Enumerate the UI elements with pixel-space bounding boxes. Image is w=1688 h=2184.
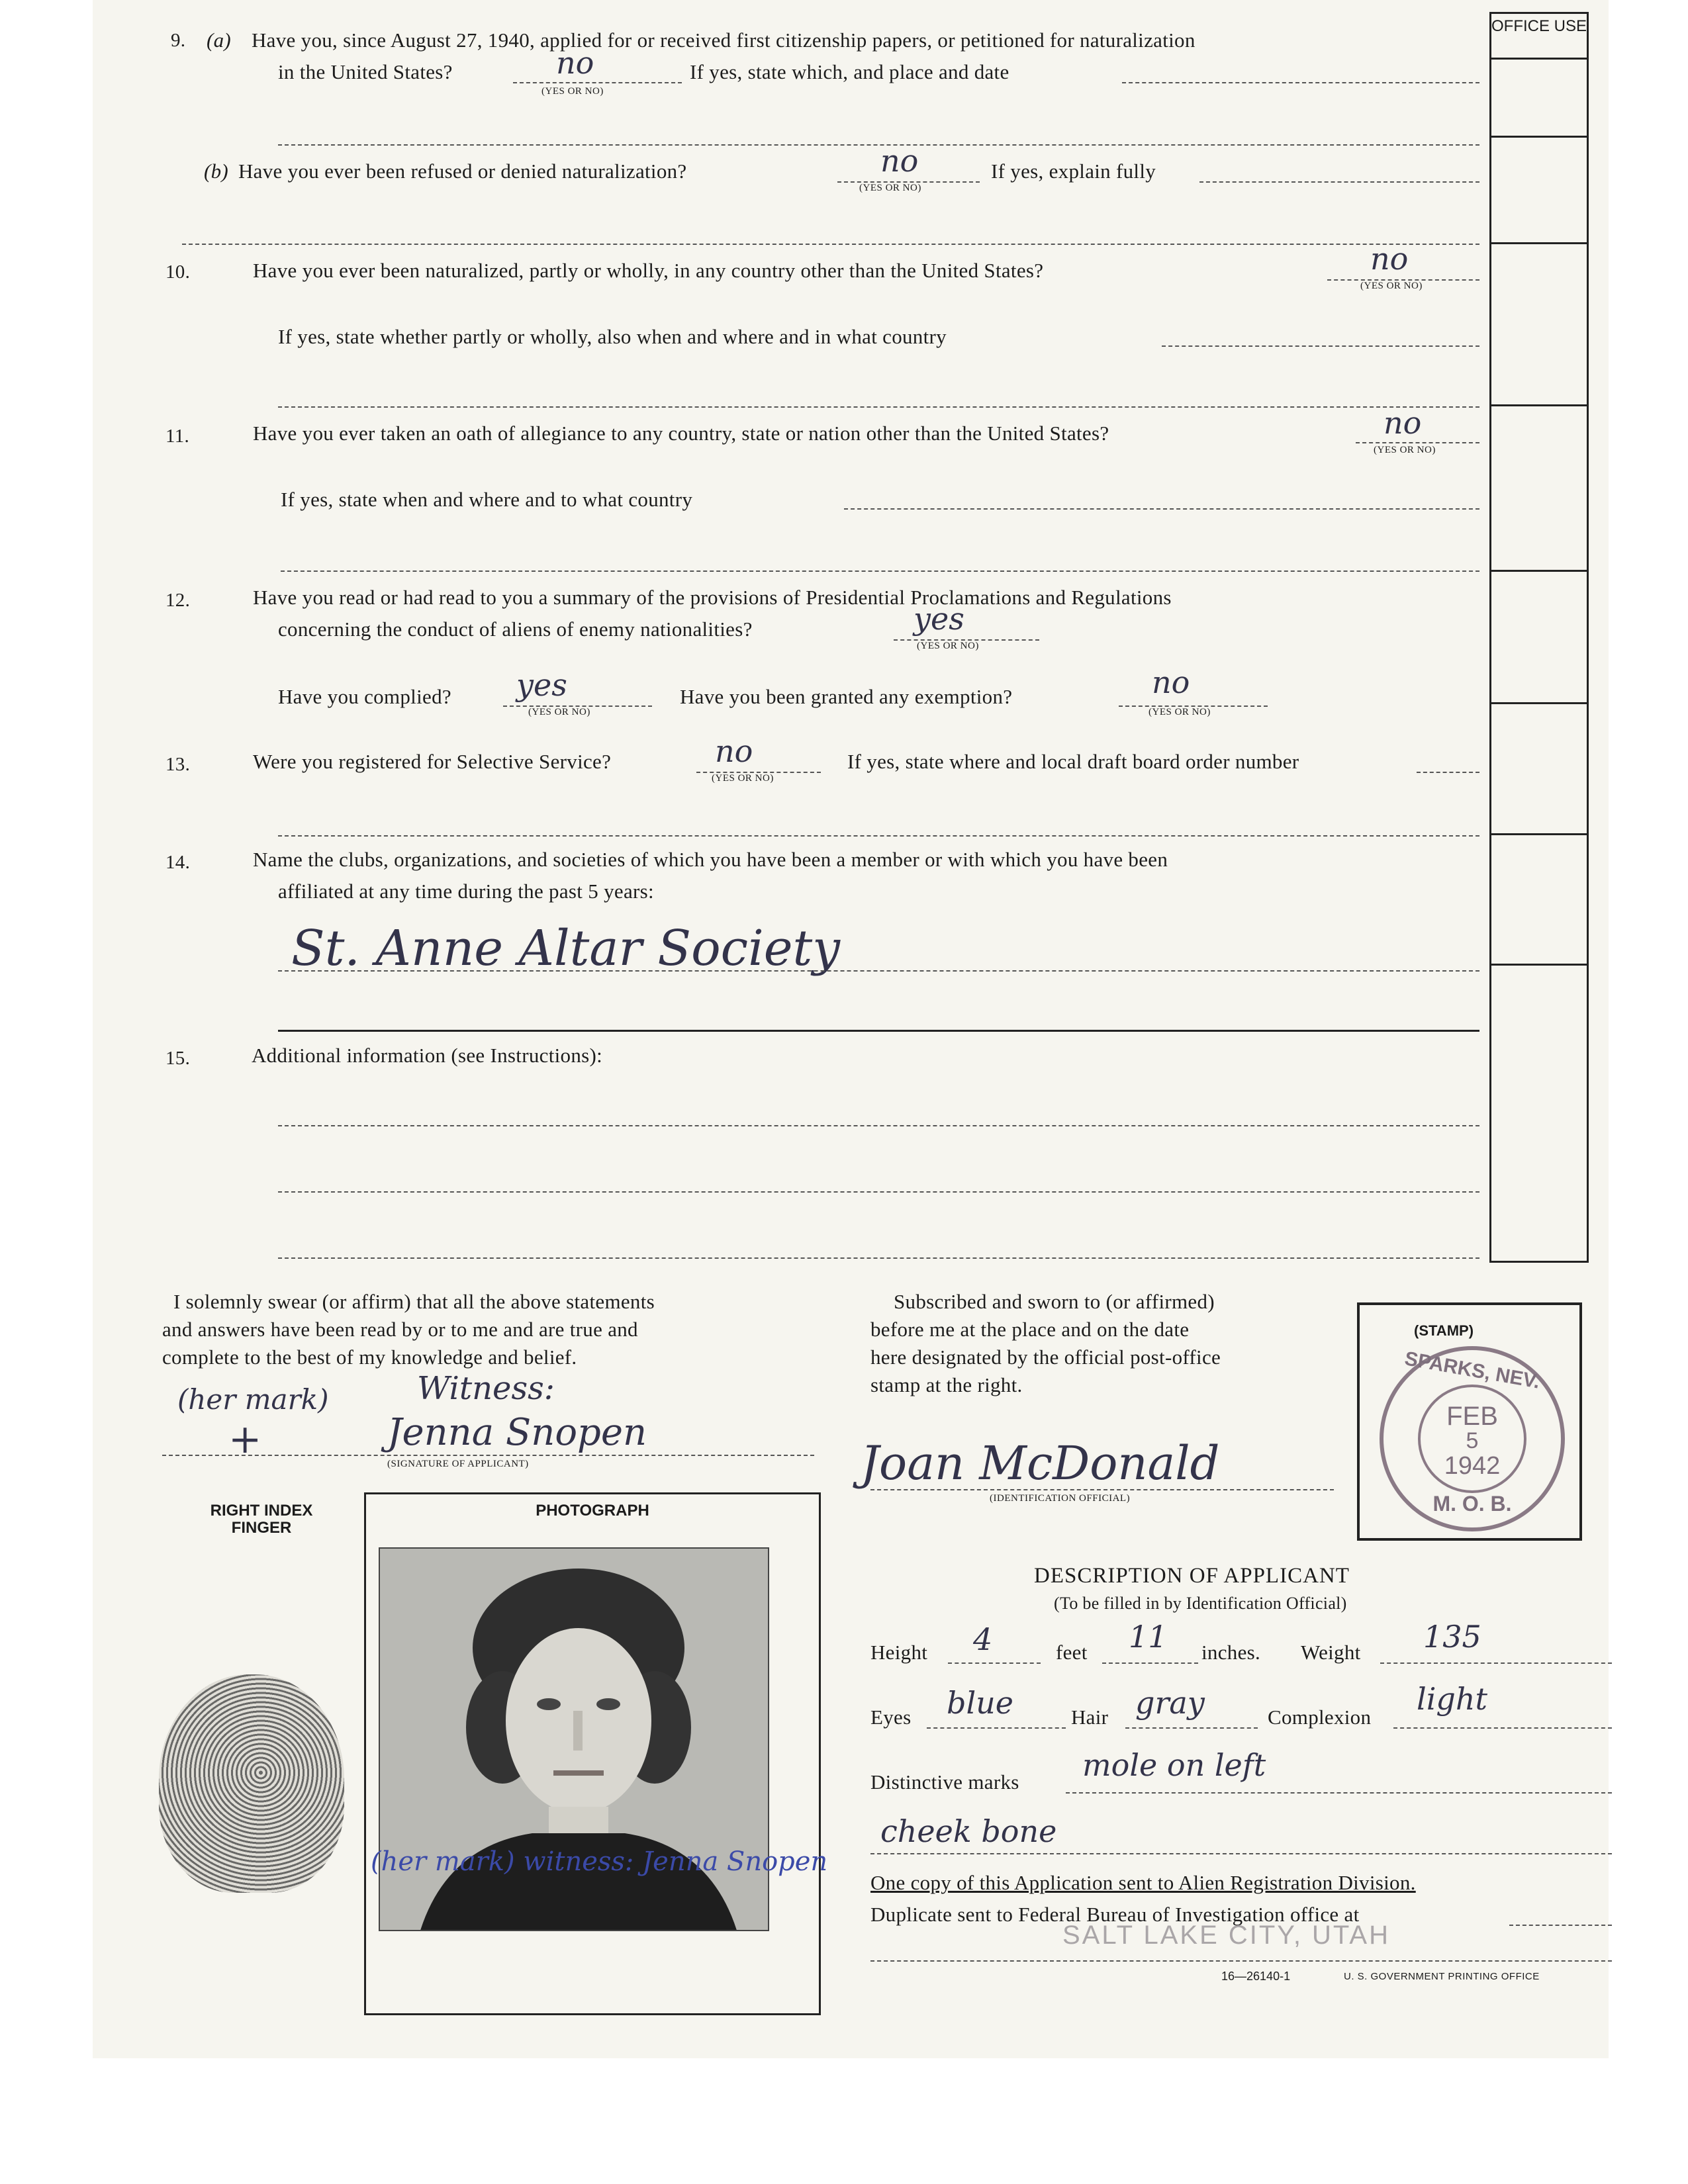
official-caption: (IDENTIFICATION OFFICIAL) <box>990 1493 1131 1504</box>
q9a-answer: no <box>556 45 594 81</box>
eyes-value: blue <box>947 1685 1014 1721</box>
q9a-question: Have you, since August 27, 1940, applied for or received first citizenship papers, or petitioned for naturalization <box>252 28 1196 52</box>
applicant-signature: Jenna Snopen <box>387 1411 647 1454</box>
q14-rule <box>278 1030 1479 1032</box>
q9a-yes-no-caption: (YES OR NO) <box>541 86 604 97</box>
signature-line <box>162 1455 814 1456</box>
eyes-label: Eyes <box>870 1706 912 1729</box>
q9a-answer-line <box>513 82 682 83</box>
description-subtitle: (To be filled in by Identification Official) <box>1054 1594 1347 1613</box>
q12-number: 12. <box>165 590 191 611</box>
height-feet: 4 <box>973 1621 993 1657</box>
oath-line-3: complete to the best of my knowledge and belief. <box>162 1345 577 1369</box>
q12-complied-answer: yes <box>516 667 567 703</box>
q12-answer: yes <box>914 601 964 637</box>
distinctive-marks-value: mole on left <box>1082 1747 1266 1783</box>
stamp-box <box>1357 1302 1582 1541</box>
photo-mark-note: (her mark) witness: Jenna Snopen <box>371 1846 828 1877</box>
postmark-day: 5 <box>1466 1428 1479 1453</box>
fingerprint-label: RIGHT INDEX FINGER <box>210 1502 313 1537</box>
oath-mark-note: (her mark) <box>177 1383 329 1416</box>
q13-followup: If yes, state where and local draft board order number <box>847 750 1299 773</box>
oath-line-1: I solemnly swear (or affirm) that all the above statements <box>173 1290 655 1313</box>
height-label: Height <box>870 1641 928 1664</box>
weight-value: 135 <box>1423 1619 1481 1655</box>
official-signature: Joan McDonald <box>861 1436 1220 1490</box>
q9-number: 9. <box>171 30 186 51</box>
q9b-answer: no <box>880 143 919 179</box>
q9b-followup: If yes, explain fully <box>991 159 1156 183</box>
postmark-town: SPARKS, NEV. <box>1403 1347 1542 1393</box>
duplicate-note: Duplicate sent to Federal Bureau of Investigation office at <box>870 1903 1360 1926</box>
inches-label: inches. <box>1201 1641 1261 1664</box>
q11-number: 11. <box>165 426 190 447</box>
q9a-question-cont: in the United States? <box>278 60 453 83</box>
weight-label: Weight <box>1301 1641 1361 1664</box>
complexion-label: Complexion <box>1268 1706 1372 1729</box>
q14-question-cont: affiliated at any time during the past 5 years: <box>278 880 654 903</box>
q10-question: Have you ever been naturalized, partly or wholly, in any country other than the United States? <box>253 259 1044 282</box>
q11-question: Have you ever taken an oath of allegiance to any country, state or nation other than the United States? <box>253 422 1109 445</box>
q12-exemption-answer: no <box>1152 664 1190 700</box>
distinctive-marks-label: Distinctive marks <box>870 1770 1019 1794</box>
oath-witness: Witness: <box>417 1370 555 1407</box>
q14-question: Name the clubs, organizations, and societies of which you have been a member or with which you have been <box>253 848 1168 871</box>
printer-credit: U. S. GOVERNMENT PRINTING OFFICE <box>1344 1971 1540 1982</box>
q9a-followup: If yes, state which, and place and date <box>690 60 1009 83</box>
sworn-line-2: before me at the place and on the date <box>870 1318 1190 1341</box>
q13-answer: no <box>715 733 753 769</box>
signature-caption: (SIGNATURE OF APPLICANT) <box>387 1459 529 1469</box>
q9a-blank-line <box>278 144 1479 146</box>
q14-number: 14. <box>165 852 191 873</box>
postmark-year: 1942 <box>1444 1452 1501 1480</box>
q9b-label: (b) <box>204 159 229 183</box>
hair-value: gray <box>1135 1685 1205 1721</box>
q12-question-cont: concerning the conduct of aliens of enemy nationalities? <box>278 617 753 641</box>
q15-number: 15. <box>165 1048 191 1069</box>
height-inches: 11 <box>1129 1619 1168 1655</box>
q10-followup: If yes, state whether partly or wholly, also when and where and in what country <box>278 325 947 348</box>
fingerprint <box>159 1674 344 1893</box>
office-use-title: OFFICE USE <box>1491 17 1587 35</box>
sworn-line-4: stamp at the right. <box>870 1373 1023 1396</box>
stamp-label: (STAMP) <box>1414 1322 1474 1339</box>
complexion-value: light <box>1417 1681 1487 1717</box>
q12-complied-label: Have you complied? <box>278 685 451 708</box>
fbi-office-stamp: SALT LAKE CITY, UTAH <box>1062 1921 1390 1950</box>
sworn-line-1: Subscribed and sworn to (or affirmed) <box>894 1290 1215 1313</box>
q11-answer: no <box>1383 405 1422 441</box>
oath-mark-x: + <box>228 1416 262 1463</box>
office-use-column <box>1489 12 1589 1263</box>
q12-exemption-label: Have you been granted any exemption? <box>680 685 1013 708</box>
q13-question: Were you registered for Selective Service? <box>253 750 612 773</box>
photograph-label: PHOTOGRAPH <box>536 1502 649 1520</box>
q15-label: Additional information (see Instructions): <box>252 1044 603 1067</box>
q12-question: Have you read or had read to you a summary of the provisions of Presidential Proclamations and Regulations <box>253 586 1172 609</box>
q13-number: 13. <box>165 754 191 775</box>
q9b-question: Have you ever been refused or denied naturalization? <box>238 159 687 183</box>
oath-line-2: and answers have been read by or to me and are true and <box>162 1318 638 1341</box>
sworn-line-3: here designated by the official post-office <box>870 1345 1221 1369</box>
description-title: DESCRIPTION OF APPLICANT <box>1034 1564 1350 1588</box>
q14-answer: St. Anne Altar Society <box>291 920 841 977</box>
copy-note: One copy of this Application sent to Alien Registration Division. <box>870 1871 1416 1894</box>
q11-followup: If yes, state when and where and to what country <box>281 488 693 511</box>
postmark-month: FEB <box>1446 1402 1498 1431</box>
hair-label: Hair <box>1071 1706 1109 1729</box>
form-number: 16—26140-1 <box>1221 1970 1291 1983</box>
q10-number: 10. <box>165 261 191 283</box>
postmark-bottom: M. O. B. <box>1432 1492 1512 1516</box>
postmark <box>1380 1346 1565 1531</box>
q10-answer: no <box>1370 241 1409 277</box>
q9a-label: (a) <box>207 28 232 52</box>
official-signature-line <box>870 1489 1334 1490</box>
distinctive-marks-value-2: cheek bone <box>880 1813 1057 1849</box>
feet-label: feet <box>1056 1641 1088 1664</box>
